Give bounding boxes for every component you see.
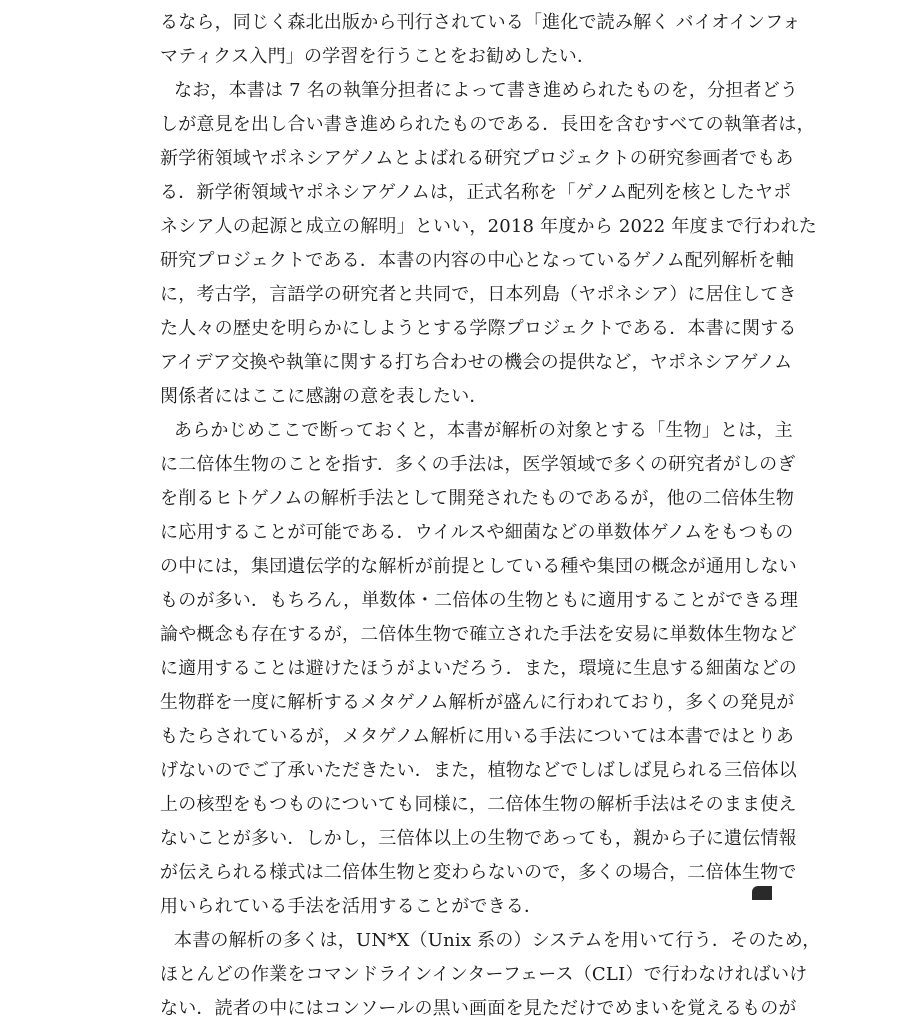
text-line: ネシア人の起源と成立の解明」といい，2018 年度から 2022 年度まで行われた [160, 216, 817, 237]
text-line: げないのでご了承いただきたい．また，植物などでしばしば見られる三倍体以 [160, 760, 797, 781]
text-line: 本書の解析の多くは，UN*X（Unix 系の）システムを用いて行う．そのため， [174, 930, 821, 951]
text-line: た人々の歴史を明らかにしようとする学際プロジェクトである．本書に関する [160, 318, 797, 339]
text-line: ない．読者の中にはコンソールの黒い画面を見ただけでめまいを覚えるものが [160, 998, 797, 1019]
text-line: あらかじめここで断っておくと，本書が解析の対象とする「生物」とは，主 [174, 420, 793, 441]
text-line: ないことが多い．しかし，三倍体以上の生物であっても，親から子に遺伝情報 [160, 828, 797, 849]
text-line: 上の核型をもつものについても同様に，二倍体生物の解析手法はそのまま使え [160, 794, 797, 815]
text-line: マティクス入門」の学習を行うことをお勧めしたい． [160, 46, 596, 67]
text-line: 用いられている手法を活用することができる． [160, 896, 543, 917]
body-text [160, 6, 821, 1026]
text-line: に適用することは避けたほうがよいだろう．また，環境に生息する細菌などの [160, 658, 797, 679]
text-line: に二倍体生物のことを指す．多くの手法は，医学領域で多くの研究者がしのぎ [160, 454, 796, 475]
text-line: が伝えられる様式は二倍体生物と変わらないので，多くの場合，二倍体生物で [160, 862, 797, 883]
text-line: ものが多い．もちろん，単数体・二倍体の生物ともに適用することができる理 [160, 590, 799, 611]
text-line: ほとんどの作業をコマンドラインインターフェース（CLI）で行わなければいけ [160, 964, 808, 985]
text-line: に応用することが可能である．ウイルスや細菌などの単数体ゲノムをもつもの [160, 522, 794, 543]
page-corner-mark [752, 886, 772, 900]
text-line: なお，本書は 7 名の執筆分担者によって書き進められたものを，分担者どう [174, 80, 799, 101]
text-line: しが意見を出し合い書き進められたものである．長田を含むすべての執筆者は， [160, 114, 815, 135]
text-line: の中には，集団遺伝学的な解析が前提としている種や集団の概念が通用しない [160, 556, 797, 577]
text-line: を削るヒトゲノムの解析手法として開発されたものであるが，他の二倍体生物 [160, 488, 795, 509]
text-line: 新学術領域ヤポネシアゲノムとよばれる研究プロジェクトの研究参画者でもあ [160, 148, 794, 169]
text-line: 論や概念も存在するが，二倍体生物で確立された手法を安易に単数体生物など [160, 624, 797, 645]
text-line: アイデア交換や執筆に関する打ち合わせの機会の提供など，ヤポネシアゲノム [160, 352, 793, 373]
text-line: るなら，同じく森北出版から刊行されている「進化で読み解く バイオインフォ [160, 12, 801, 33]
text-line: に，考古学，言語学の研究者と共同で，日本列島（ヤポネシア）に居住してき [160, 284, 797, 305]
text-line: 関係者にはここに感謝の意を表したい． [160, 386, 488, 407]
text-line: 研究プロジェクトである．本書の内容の中心となっているゲノム配列解析を軸 [160, 250, 795, 271]
text-line: もたらされているが，メタゲノム解析に用いる手法については本書ではとりあ [160, 726, 795, 747]
text-line: る．新学術領域ヤポネシアゲノムは，正式名称を「ゲノム配列を核としたヤポ [160, 182, 792, 203]
text-line: 生物群を一度に解析するメタゲノム解析が盛んに行われており，多くの発見が [160, 692, 795, 713]
